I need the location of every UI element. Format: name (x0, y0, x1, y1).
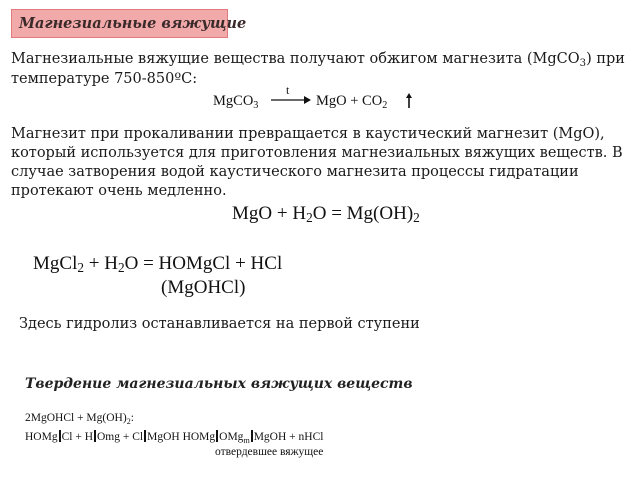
intro-text-a: Магнезиальные вяжущие вещества получают обжигом магнезита (MgCO (11, 51, 580, 67)
hardening-line-2-a: HOMg (25, 431, 58, 443)
reaction-3-b-sub: 2 (117, 260, 125, 275)
reaction-3-b: + H (84, 253, 118, 274)
reaction-3-c: O = HOMgCl + HCl (124, 253, 283, 274)
bond-bar-icon (216, 430, 218, 442)
reaction-2-a: MgO + H (232, 203, 307, 224)
reaction-2-a-sub: 2 (306, 210, 313, 225)
slide-title-text: Магнезиальные вяжущие (19, 15, 247, 32)
hardening-line-2-c: Omg + Cl (97, 431, 144, 443)
intro-text-b: ) при (586, 51, 625, 67)
hardening-line-2-e: OMg (219, 431, 244, 443)
reaction-3 (33, 253, 282, 275)
reaction-3-a-sub: 2 (77, 260, 85, 275)
hardening-line-1-a: 2MgOHCl + Mg(OH) (25, 412, 127, 424)
hardening-line-1 (25, 412, 134, 424)
intro-subscript: 3 (579, 58, 587, 69)
reaction-1-lhs-sub: 3 (253, 100, 259, 111)
bond-bar-icon (144, 430, 146, 442)
hardening-line-2-b: Cl + H (61, 431, 93, 443)
reaction-1-rhs-text: MgO + CO (316, 93, 383, 109)
hardening-line-2-f: MgOH + nHCl (253, 431, 324, 443)
reaction-1-lhs-text: MgCO (213, 93, 254, 109)
paragraph-2-line-4: протекают очень медленно. (11, 183, 227, 199)
reaction-1-rhs-sub: 2 (382, 100, 388, 111)
hardening-line-2-sub: m (243, 436, 250, 445)
intro-line-1 (11, 50, 625, 69)
reaction-2-b-sub: 2 (413, 210, 420, 225)
hardening-caption: отвердевшее вяжущее (215, 446, 324, 458)
reaction-2 (232, 203, 420, 225)
hardening-line-1-sub: 2 (126, 417, 131, 426)
hardening-heading: Твердение магнезиальных вяжущих веществ (25, 376, 413, 392)
reaction-3-product-note: (MgOHCl) (161, 277, 246, 298)
reaction-1-arrow-label: t (286, 83, 290, 97)
reaction-1-arrow-icon (270, 95, 312, 105)
bond-bar-icon (251, 430, 253, 442)
reaction-2-b: O = Mg(OH) (312, 203, 414, 224)
hardening-line-2-d: MgOH HOMg (147, 431, 216, 443)
reaction-1-lhs (213, 93, 258, 110)
hardening-line-1-b: : (130, 412, 134, 424)
reaction-3-a: MgCl (33, 253, 78, 274)
intro-line-2: температуре 750-850ºC: (11, 71, 198, 87)
paragraph-2-line-3: случае затворения водой каустического магнезита процессы гидратации (11, 164, 579, 180)
hardening-line-2 (25, 430, 323, 443)
bond-bar-icon (59, 430, 61, 442)
hydrolysis-note: Здесь гидролиз останавливается на первой ступени (19, 316, 420, 332)
paragraph-2-line-1: Магнезит при прокаливании превращается в каустический магнезит (MgO), (11, 126, 605, 142)
gas-release-arrow-icon (405, 93, 413, 109)
slide-title (11, 9, 247, 38)
paragraph-2-line-2: который используется для приготовления магнезиальных вяжущих веществ. В (11, 145, 623, 161)
reaction-1-rhs (316, 93, 387, 110)
bond-bar-icon (94, 430, 96, 442)
